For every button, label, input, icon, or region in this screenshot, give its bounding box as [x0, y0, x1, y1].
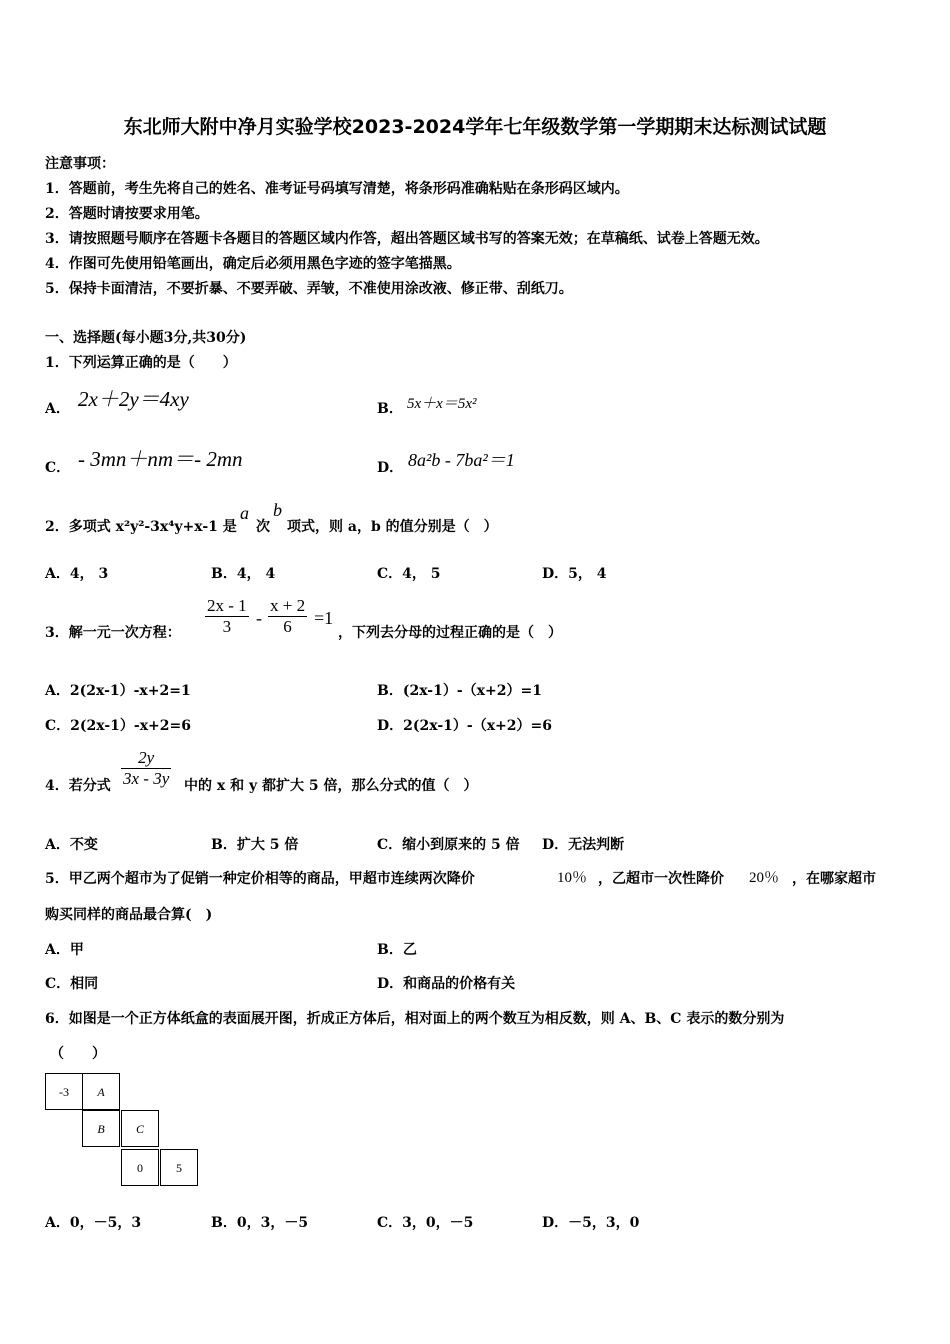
- q1-option-b-label: B．: [377, 401, 403, 417]
- q2-option-c: C．4， 5: [377, 566, 441, 582]
- q1-option-a-label: A．: [45, 401, 70, 417]
- q3-fraction-2-denominator: 6: [268, 616, 307, 637]
- question-6-answer-blank: （ ）: [50, 1046, 106, 1062]
- question-1-stem: 1．下列运算正确的是（ ）: [45, 355, 237, 371]
- q2-option-a: A．4， 3: [45, 566, 109, 582]
- question-5-stem-part1: 5．甲乙两个超市为了促销一种定价相等的商品，甲超市连续两次降价: [45, 871, 475, 887]
- cube-net-cell: C: [121, 1110, 159, 1147]
- q4-fraction: [121, 748, 171, 789]
- note-item: 1．答题前，考生先将自己的姓名、准考证号码填写清楚，将条形码准确粘贴在条形码区域内。: [45, 181, 629, 197]
- q3-fraction-1-numerator: 2x - 1: [207, 596, 247, 615]
- cube-net-cell: A: [82, 1073, 120, 1110]
- q4-option-d: D．无法判断: [542, 837, 625, 853]
- q6-option-c: C．3，0，－5: [377, 1215, 474, 1231]
- q2-var-a: a: [240, 503, 249, 523]
- q2-option-d: D．5， 4: [542, 566, 607, 582]
- q3-option-a: A．2(2x-1）-x+2=1: [45, 683, 191, 699]
- note-item: 3．请按照题号顺序在答题卡各题目的答题区域内作答，超出答题区域书写的答案无效；在草稿纸、试卷上答题无效。: [45, 231, 769, 247]
- question-5-stem-part4: 购买同样的商品最合算( ): [45, 907, 213, 923]
- q6-option-b: B．0，3，－5: [211, 1215, 309, 1231]
- section-heading: 一、选择题(每小题3分,共30分): [45, 330, 247, 346]
- question-3-stem-end: ，下列去分母的过程正确的是（ ）: [338, 625, 562, 641]
- notes-heading: 注意事项：: [45, 156, 115, 172]
- q1-option-c-expr: - 3mn＋nm＝- 2mn: [78, 447, 243, 471]
- note-item: 4．作图可先使用铅笔画出，确定后必须用黑色字迹的签字笔描黑。: [45, 256, 461, 272]
- page-title: 东北师大附中净月实验学校2023-2024学年七年级数学第一学期期末达标测试试题: [123, 116, 827, 138]
- q3-fraction-1-denominator: 3: [205, 616, 249, 637]
- q4-fraction-denominator: 3x - 3y: [123, 769, 170, 788]
- q5-option-a: A．甲: [45, 942, 84, 958]
- q6-option-a: A．0，－5，3: [45, 1215, 142, 1231]
- q4-option-b: B．扩大 5 倍: [211, 837, 299, 853]
- question-4-stem-end: 中的 x 和 y 都扩大 5 倍，那么分式的值（ ）: [184, 778, 478, 794]
- cube-net-cell: 5: [160, 1149, 198, 1186]
- q3-fraction-1: [205, 596, 249, 637]
- question-2-stem-end: 项式，则 a，b 的值分别是（ ）: [287, 519, 498, 535]
- q1-option-c-label: C．: [45, 460, 71, 476]
- question-4-stem-start: 4．若分式: [45, 778, 111, 794]
- q5-option-b: B．乙: [377, 942, 417, 958]
- q3-option-c: C．2(2x-1）-x+2=6: [45, 718, 192, 734]
- q3-fraction-2-numerator: x + 2: [270, 596, 306, 615]
- q3-option-d: D．2(2x-1）-（x+2）=6: [377, 718, 552, 734]
- cube-net-cell: 0: [121, 1149, 159, 1186]
- cube-net-figure: [45, 1073, 205, 1193]
- q4-option-c: C．缩小到原来的 5 倍: [377, 837, 520, 853]
- q1-option-b-expr: 5x＋x＝5x²: [407, 396, 477, 412]
- q4-option-a: A．不变: [45, 837, 98, 853]
- q3-fraction-2: [268, 596, 307, 637]
- question-3-stem-start: 3．解一元一次方程：: [45, 625, 181, 641]
- q2-option-b: B．4， 4: [211, 566, 276, 582]
- question-5-stem-part3: ，在哪家超市: [792, 871, 876, 887]
- note-item: 5．保持卡面清洁，不要折暴、不要弄破、弄皱，不准使用涂改液、修正带、刮纸刀。: [45, 281, 573, 297]
- q1-option-a-expr: 2x＋2y＝4xy: [78, 387, 189, 411]
- q3-option-b: B．(2x-1）-（x+2）=1: [377, 683, 542, 699]
- q4-fraction-numerator: 2y: [138, 748, 155, 767]
- q5-percent-1: 10％: [557, 870, 588, 886]
- q1-option-d-label: D．: [377, 460, 404, 476]
- q3-minus-sign: -: [256, 608, 262, 628]
- q6-option-d: D．－5，3，0: [542, 1215, 640, 1231]
- q5-option-c: C．相同: [45, 976, 99, 992]
- q2-var-b: b: [273, 500, 282, 520]
- cube-net-cell: B: [82, 1110, 120, 1147]
- cube-net-cell: -3: [45, 1073, 83, 1110]
- note-item: 2．答题时请按要求用笔。: [45, 206, 209, 222]
- q5-option-d: D．和商品的价格有关: [377, 976, 516, 992]
- question-2-stem-mid: 次: [256, 519, 270, 535]
- q5-percent-2: 20％: [749, 870, 780, 886]
- q3-equals: =1: [314, 608, 334, 628]
- question-5-stem-part2: ，乙超市一次性降价: [598, 871, 724, 887]
- question-2-stem-start: 2．多项式 x²y²-3x⁴y+x-1 是: [45, 519, 237, 535]
- question-6-stem: 6．如图是一个正方体纸盒的表面展开图，折成正方体后，相对面上的两个数互为相反数，则 A、B、C 表示的数分别为: [45, 1011, 785, 1027]
- q1-option-d-expr: 8a²b - 7ba²＝1: [408, 450, 515, 470]
